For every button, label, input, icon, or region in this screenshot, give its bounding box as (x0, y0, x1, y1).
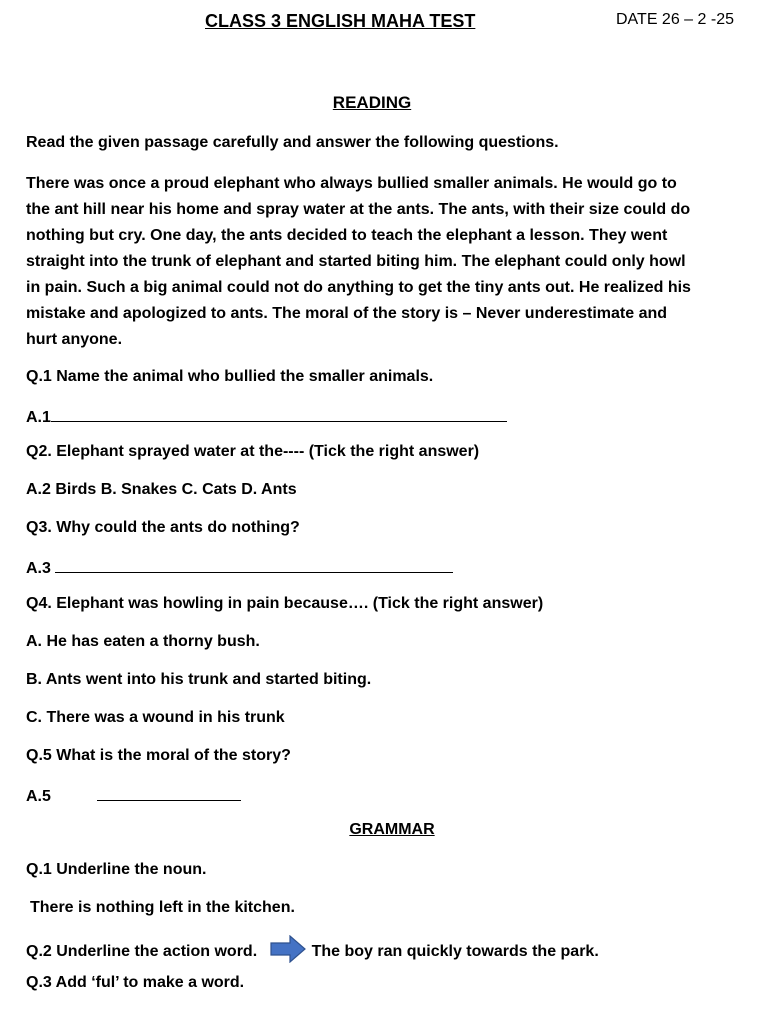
passage-line: in pain. Such a big animal could not do anything to get the tiny ants out. He realized his (26, 279, 691, 296)
answer-1-blank[interactable] (51, 405, 507, 422)
grammar-question-1-sentence: There is nothing left in the kitchen. (30, 899, 295, 916)
answer-1-row (26, 405, 507, 428)
passage-line: the ant hill near his home and spray water at the ants. The ants, with their size could do (26, 201, 691, 218)
answer-5-row (26, 784, 241, 807)
answer-2-options: A.2 Birds B. Snakes C. Cats D. Ants (26, 481, 297, 498)
passage-line: There was once a proud elephant who always bullied smaller animals. He would go to (26, 175, 677, 192)
reading-instruction: Read the given passage carefully and answer the following questions. (26, 134, 559, 151)
passage-line: nothing but cry. One day, the ants decided to teach the elephant a lesson. They went (26, 227, 668, 244)
question-5: Q.5 What is the moral of the story? (26, 747, 291, 764)
grammar-question-1: Q.1 Underline the noun. (26, 861, 207, 878)
grammar-question-3: Q.3 Add ‘ful’ to make a word. (26, 974, 245, 991)
answer-1-label: A.1 (26, 409, 51, 426)
answer-3-blank[interactable] (55, 556, 453, 573)
answer-3-label: A.3 (26, 560, 51, 577)
question-4-option-b: B. Ants went into his trunk and started biting. (26, 671, 372, 688)
passage-line: hurt anyone. (26, 331, 123, 348)
answer-5-blank[interactable] (97, 784, 241, 801)
question-4-option-c: C. There was a wound in his trunk (26, 709, 285, 726)
reading-passage (26, 171, 742, 353)
grammar-question-2-sentence: The boy ran quickly towards the park. (311, 943, 599, 961)
question-1: Q.1 Name the animal who bullied the smaller animals. (26, 368, 434, 385)
grammar-question-2: Q.2 Underline the action word. (26, 943, 258, 961)
grammar-question-2-row (26, 935, 599, 969)
question-2: Q2. Elephant sprayed water at the---- (Tick the right answer) (26, 443, 480, 460)
right-arrow-icon (270, 935, 306, 969)
grammar-heading: GRAMMAR (349, 821, 435, 838)
answer-5-label: A.5 (26, 788, 51, 805)
test-date: DATE 26 – 2 -25 (616, 11, 734, 28)
question-4-option-a: A. He has eaten a thorny bush. (26, 633, 260, 650)
reading-heading: READING (332, 93, 412, 112)
passage-line: mistake and apologized to ants. The moral of the story is – Never underestimate and (26, 305, 668, 322)
question-4: Q4. Elephant was howling in pain because…. (Tick the right answer) (26, 595, 544, 612)
answer-3-row (26, 556, 453, 579)
page-title: CLASS 3 ENGLISH MAHA TEST (205, 11, 476, 31)
passage-line: straight into the trunk of elephant and started biting him. The elephant could only howl (26, 253, 686, 270)
question-3: Q3. Why could the ants do nothing? (26, 519, 300, 536)
